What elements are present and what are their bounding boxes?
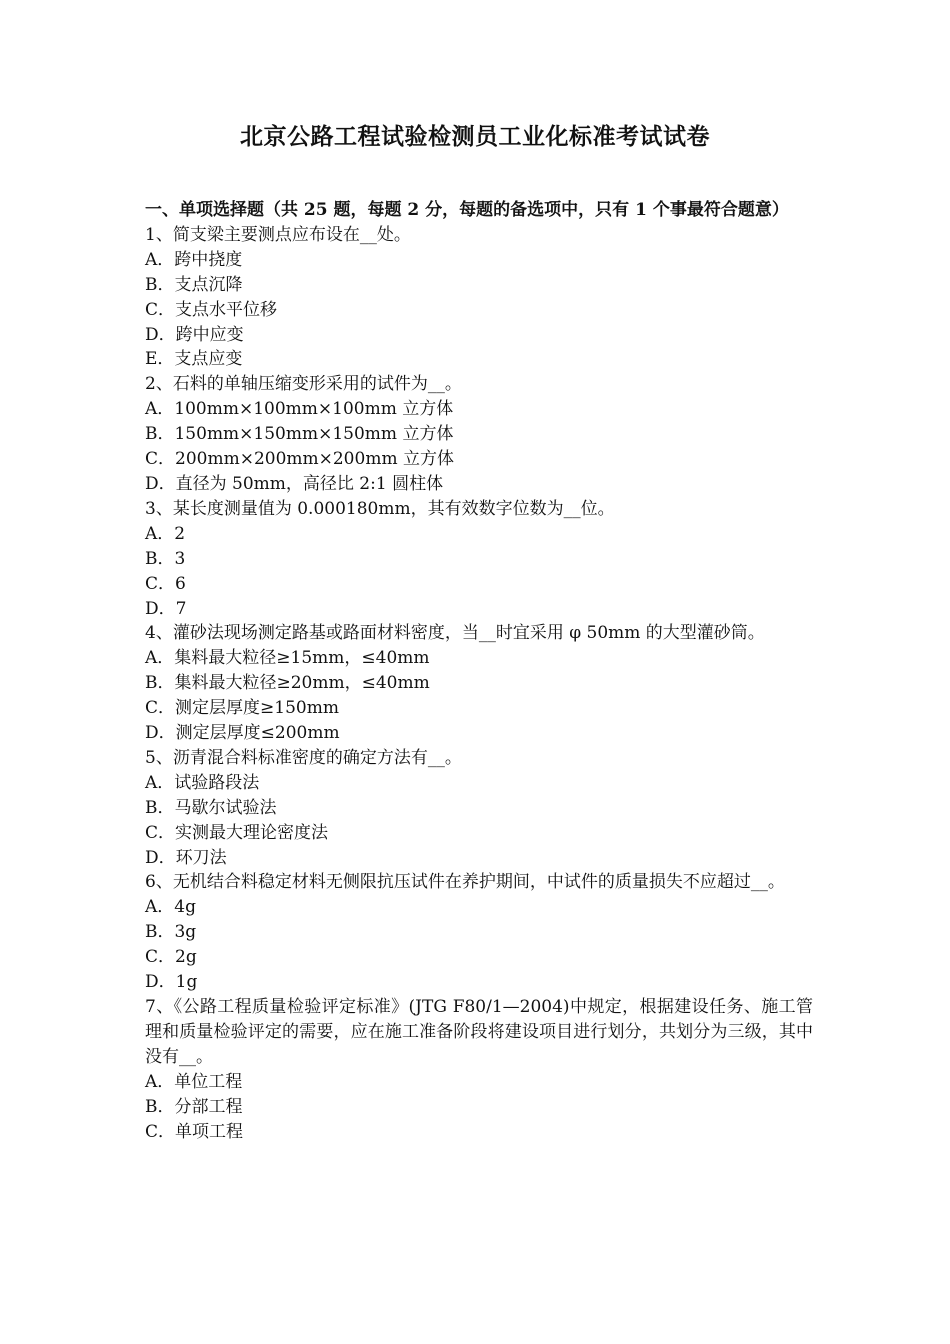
question-text: 5、沥青混合料标准密度的确定方法有__。 (145, 747, 462, 768)
answer-option: C．单项工程 (145, 1121, 244, 1142)
answer-option: A．100mm×100mm×100mm 立方体 (145, 399, 454, 420)
question-text: 6、无机结合料稳定材料无侧限抗压试件在养护期间，中试件的质量损失不应超过__。 (145, 872, 785, 893)
question-block (145, 995, 813, 1144)
answer-option: A．单位工程 (145, 1071, 243, 1092)
question-text: 1、简支梁主要测点应布设在__处。 (145, 224, 411, 245)
answer-option: E．支点应变 (145, 349, 243, 370)
answer-option: D．跨中应变 (145, 324, 244, 345)
answer-option: B．150mm×150mm×150mm 立方体 (145, 424, 454, 445)
answer-option: D．直径为 50mm，高径比 2:1 圆柱体 (145, 473, 444, 494)
document-body (145, 198, 813, 1144)
question-text: 3、某长度测量值为 0.000180mm，其有效数字位数为__位。 (145, 498, 615, 519)
answer-option: C．6 (145, 573, 186, 594)
answer-option: A．试验路段法 (145, 772, 260, 793)
question-block (145, 870, 813, 995)
question-text: 7、《公路工程质量检验评定标准》(JTG F80/1—2004)中规定，根据建设任务、施工管理和质量检验评定的需要，应在施工准备阶段将建设项目进行划分，共划分为三级，其中没有__。 (145, 997, 813, 1067)
answer-option: C．支点水平位移 (145, 299, 278, 320)
answer-option: B．支点沉降 (145, 274, 243, 295)
answer-option: D．环刀法 (145, 847, 227, 868)
section-heading: 一、单项选择题（共 25 题，每题 2 分，每题的备选项中，只有 1 个事最符合题意） (145, 200, 789, 220)
answer-option: A．集料最大粒径≥15mm，≤40mm (145, 648, 430, 669)
answer-option: C．200mm×200mm×200mm 立方体 (145, 449, 454, 470)
question-text: 4、灌砂法现场测定路基或路面材料密度，当__时宜采用 φ 50mm 的大型灌砂筒。 (145, 623, 765, 644)
answer-option: A．跨中挠度 (145, 249, 243, 270)
answer-option: D．7 (145, 598, 187, 619)
question-block (145, 621, 813, 746)
answer-option: B．分部工程 (145, 1096, 243, 1117)
answer-option: B．集料最大粒径≥20mm，≤40mm (145, 673, 430, 694)
document-title: 北京公路工程试验检测员工业化标准考试试卷 (240, 123, 710, 150)
answer-option: A．4g (145, 897, 196, 918)
answer-option: D．1g (145, 972, 198, 993)
answer-option: B．马歇尔试验法 (145, 797, 277, 818)
answer-option: B．3 (145, 548, 186, 569)
answer-option: C．测定层厚度≥150mm (145, 698, 339, 719)
answer-option: D．测定层厚度≤200mm (145, 723, 340, 744)
answer-option: A．2 (145, 523, 186, 544)
question-text: 2、石料的单轴压缩变形采用的试件为__。 (145, 374, 462, 395)
answer-option: C．2g (145, 947, 197, 968)
question-block (145, 223, 813, 372)
question-block (145, 497, 813, 622)
question-block (145, 746, 813, 871)
question-block (145, 372, 813, 497)
answer-option: B．3g (145, 922, 197, 943)
answer-option: C．实测最大理论密度法 (145, 822, 329, 843)
